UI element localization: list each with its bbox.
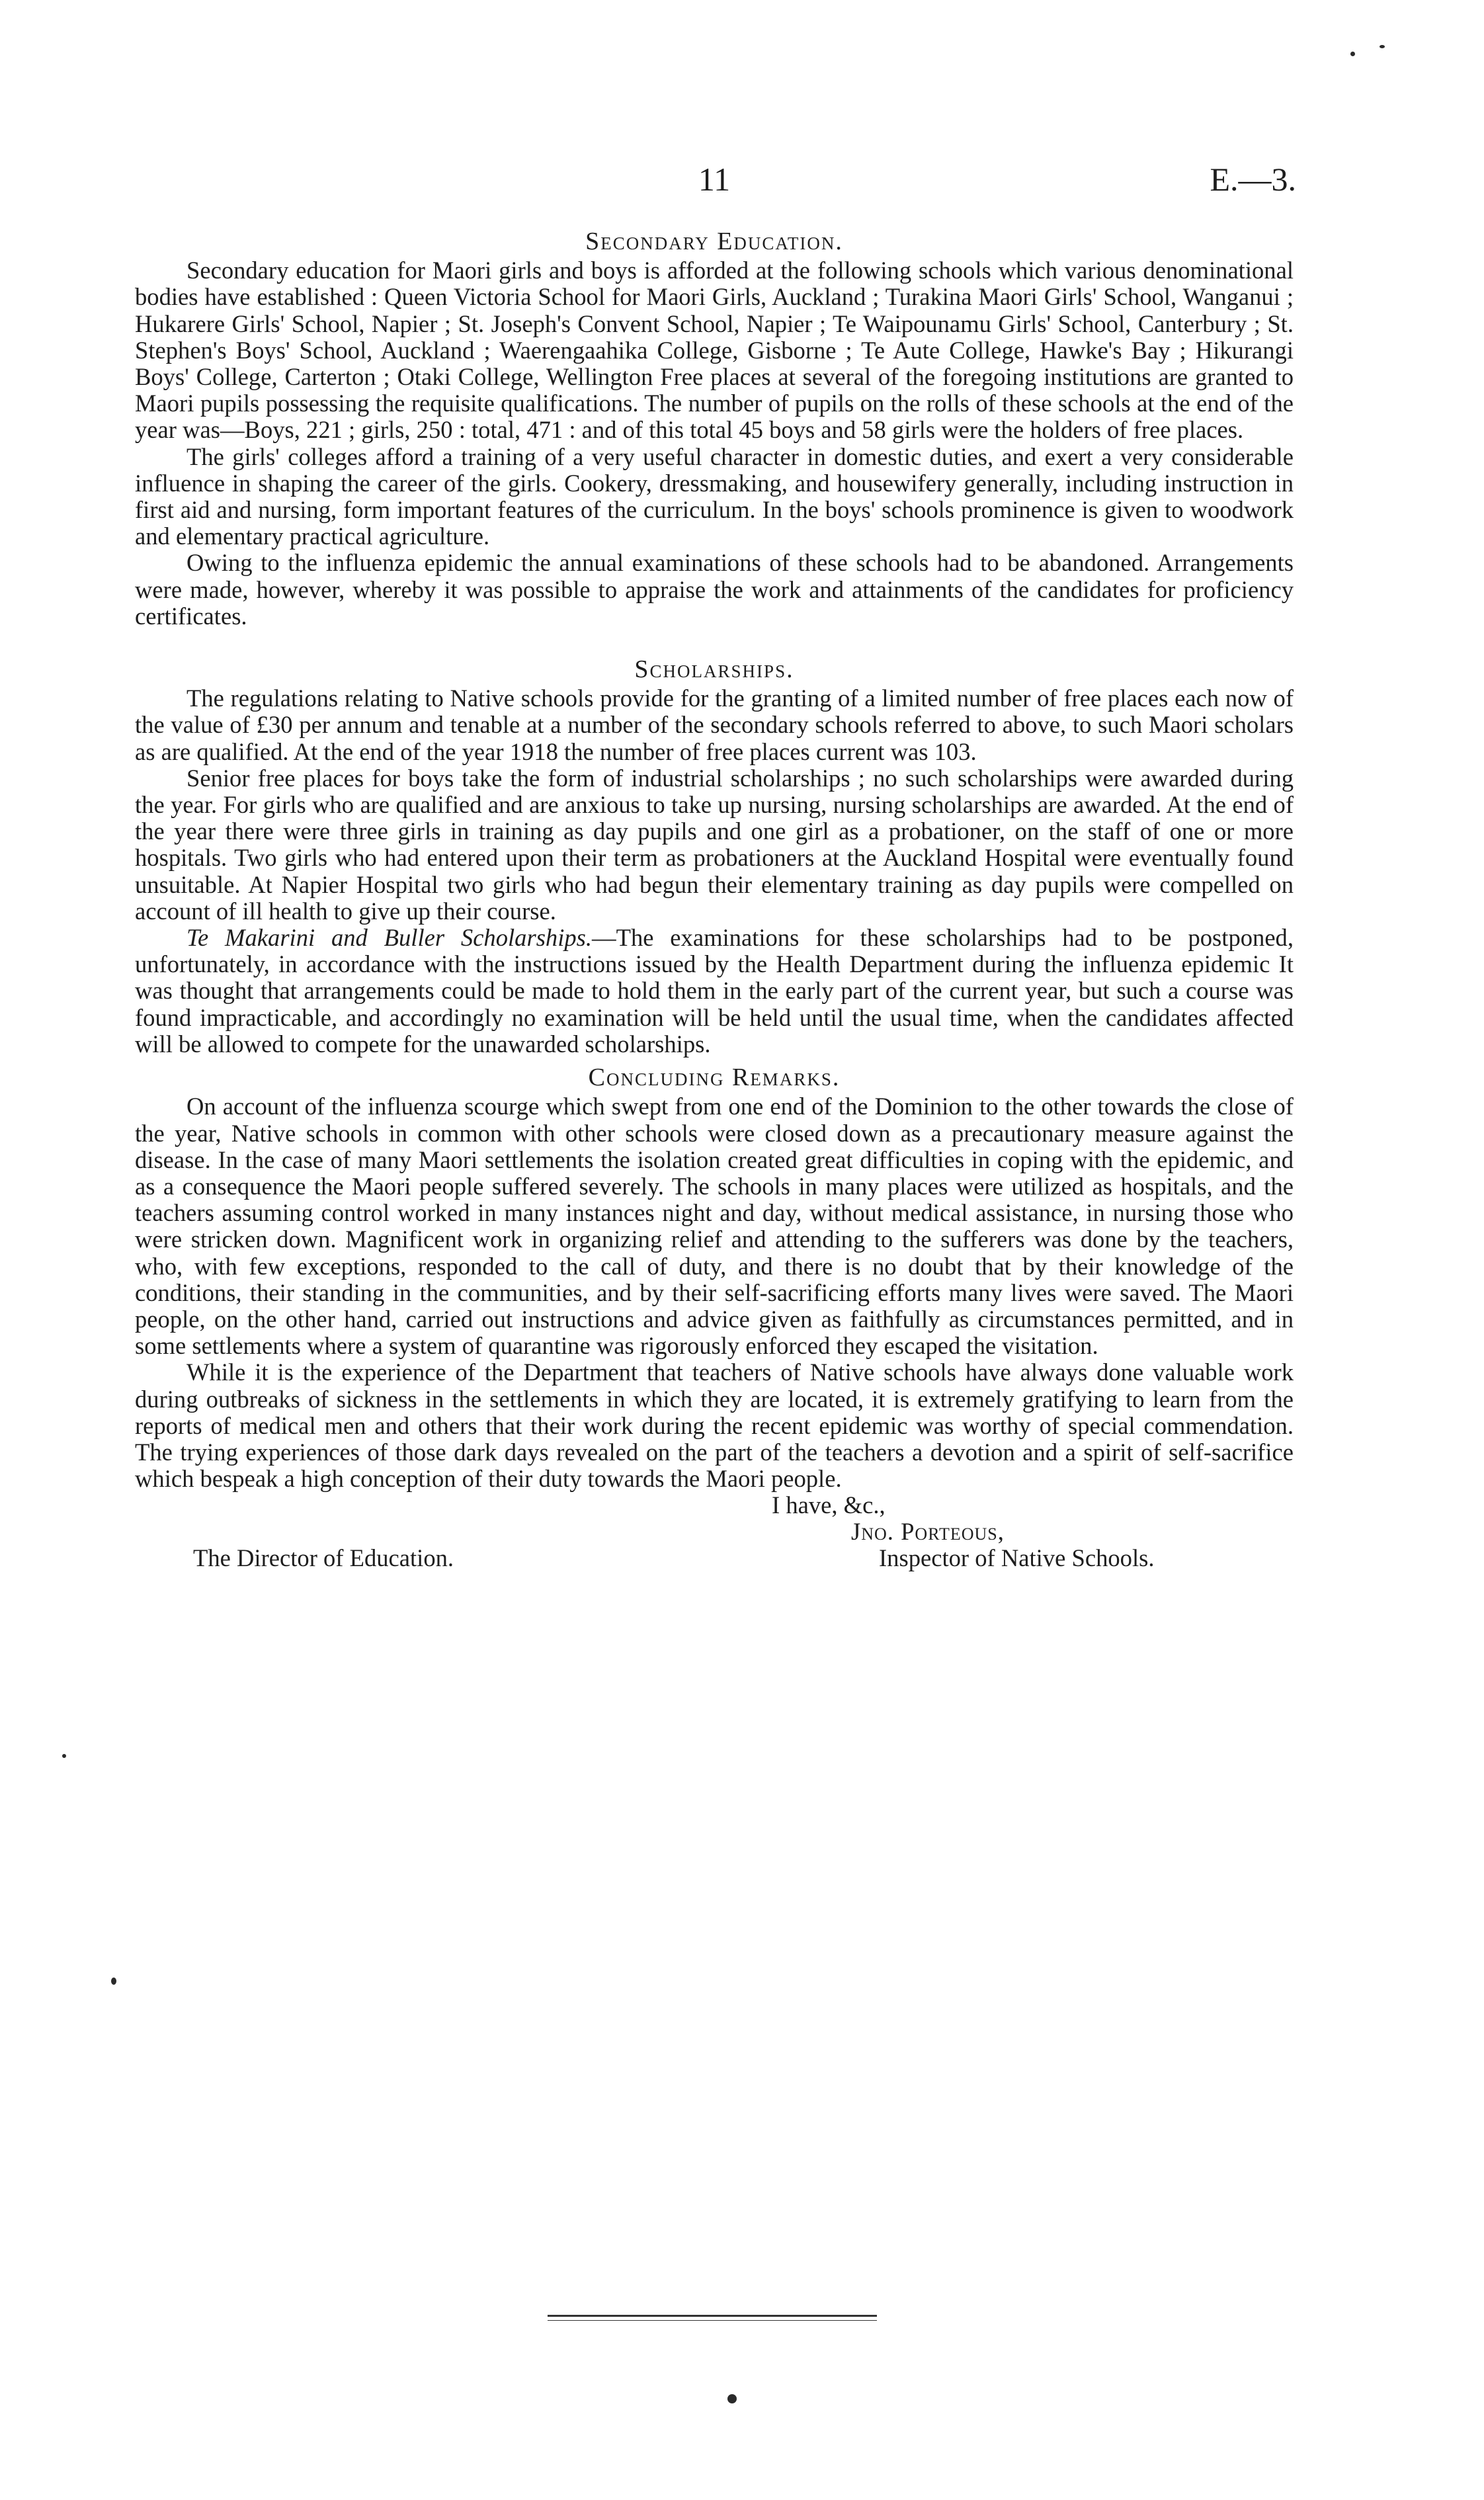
signoff-block xyxy=(135,1492,1294,1585)
concluding-paragraph-2: While it is the experience of the Department that teachers of Native schools have always done valuable work during outbreaks of sickness in the settlements in which they are located, it is extremely gratifying to learn from the reports of medical men and others that their work during the recent epidemic was worthy of special commendation. The trying experiences of those dark days revealed on the part of the teachers a devotion and a spirit of self-sacrifice which bespeak a high conception of their duty towards the Maori people. xyxy=(135,1358,1294,1493)
scholarships-paragraph-3-text: —The examinations for these scholarships had to be postponed, unfortunately, in accordance with the instructions issued by the Health Department during the influenza epidemic It was thought that arrangements could be made to hold them in the early part of the current year, but such a course was found impracticable, and accordingly no examination will be held until the usual time, when the candidates affected will be allowed to compete for the unawarded scholarships. xyxy=(135,924,1294,1058)
secondary-paragraph-2: The girls' colleges afford a training of a very useful character in domestic duties, and exert a very considerable influence in shaping the career of the girls. Cookery, dressmaking, and housewifery generally, including instruction in first aid and nursing, form important features of the curriculum. In the boys' schools prominence is given to woodwork and elementary practical agriculture. xyxy=(135,442,1294,550)
addressee: The Director of Education. xyxy=(193,1544,454,1572)
scan-speck xyxy=(1350,52,1355,56)
closing-double-rule xyxy=(548,2315,877,2321)
scan-speck xyxy=(111,1978,116,1985)
heading-secondary-education: Secondary Education. xyxy=(585,228,843,255)
secondary-paragraph-3: Owing to the influenza epidemic the annual examinations of these schools had to be abandoned. Arrangements were made, however, whereby it was possible to appraise the work and attainments of the candidates for proficiency certificates. xyxy=(135,549,1294,630)
scholarships-paragraph-2: Senior free places for boys take the form of industrial scholarships ; no such scholarships were awarded during the year. For girls who are qualified and are anxious to take up nursing, nursing scholarships are awarded. At the end of the year there were three girls in training as day pupils and one girl as a probationer, on the staff of one or more hospitals. Two girls who had entered upon their term as probationers at the Auckland Hospital were eventually found unsuitable. At Napier Hospital two girls who had begun their elementary training as day pupils were compelled on account of ill health to give up their course. xyxy=(135,764,1294,925)
heading-scholarships: Scholarships. xyxy=(634,655,794,684)
document-reference: E.—3. xyxy=(1210,161,1296,198)
scholarships-subtitle: Te Makarini and Buller Scholarships. xyxy=(186,924,593,952)
document-body xyxy=(135,228,1294,1585)
page-number: 11 xyxy=(698,161,731,198)
closing-phrase: I have, &c., xyxy=(772,1491,886,1519)
signatory-title: Inspector of Native Schools. xyxy=(879,1544,1155,1572)
concluding-paragraph-1: On account of the influenza scourge which swept from one end of the Dominion to the other towards the close of the year, Native schools in common with other schools were closed down as a precautionary measure against the disease. In the case of many Maori settlements the isolation created great difficulties in coping with the epidemic, and as a consequence the Maori people suffered severely. The schools in many places were utilized as hospitals, and the teachers assuming control worked in many instances night and day, without medical assistance, in nursing those who were stricken down. Magnificent work in organizing relief and attending to the sufferers was done by the teachers, who, with few exceptions, responded to the call of duty, and there is no doubt that by their knowledge of the conditions, their standing in the communities, and by their self-sacrificing efforts many lives were saved. The Maori people, on the other hand, carried out instructions and advice given as faithfully as circumstances permitted, and in some settlements where a system of quarantine was rigorously enforced they escaped the visitation. xyxy=(135,1093,1294,1360)
scholarships-paragraph-3 xyxy=(135,925,1294,1058)
scan-speck xyxy=(727,2394,737,2403)
signatory-name: Jno. Porteous, xyxy=(851,1518,1005,1546)
scholarships-paragraph-1: The regulations relating to Native schools provide for the granting of a limited number of free places each now of the value of £30 per annum and tenable at a number of the secondary schools referred to above, to such Maori scholars as are qualified. At the end of the year 1918 the number of free places current was 103. xyxy=(135,685,1294,765)
secondary-paragraph-1: Secondary education for Maori girls and boys is afforded at the following schools which various denominational bodies have established : Queen Victoria School for Maori Girls, Auckland ; Turakina Maori Girls' School, Wanganui ; Hukarere Girls' School, Napier ; St. Joseph's Convent School, Napier ; Te Waipounamu Girls' School, Canterbury ; St. Stephen's Boys' School, Auckland ; Waerengaahika College, Gisborne ; Te Aute College, Hawke's Bay ; Hikurangi Boys' College, Carterton ; Otaki College, Wellington Free places at several of the foregoing institutions are granted to Maori pupils possessing the requisite qualifications. The number of pupils on the rolls of these schools at the end of the year was—Boys, 221 ; girls, 250 : total, 471 : and of this total 45 boys and 58 girls were the holders of free places. xyxy=(135,257,1294,444)
scan-speck xyxy=(62,1754,66,1758)
heading-concluding-remarks: Concluding Remarks. xyxy=(588,1063,841,1092)
scan-speck xyxy=(1380,45,1385,48)
